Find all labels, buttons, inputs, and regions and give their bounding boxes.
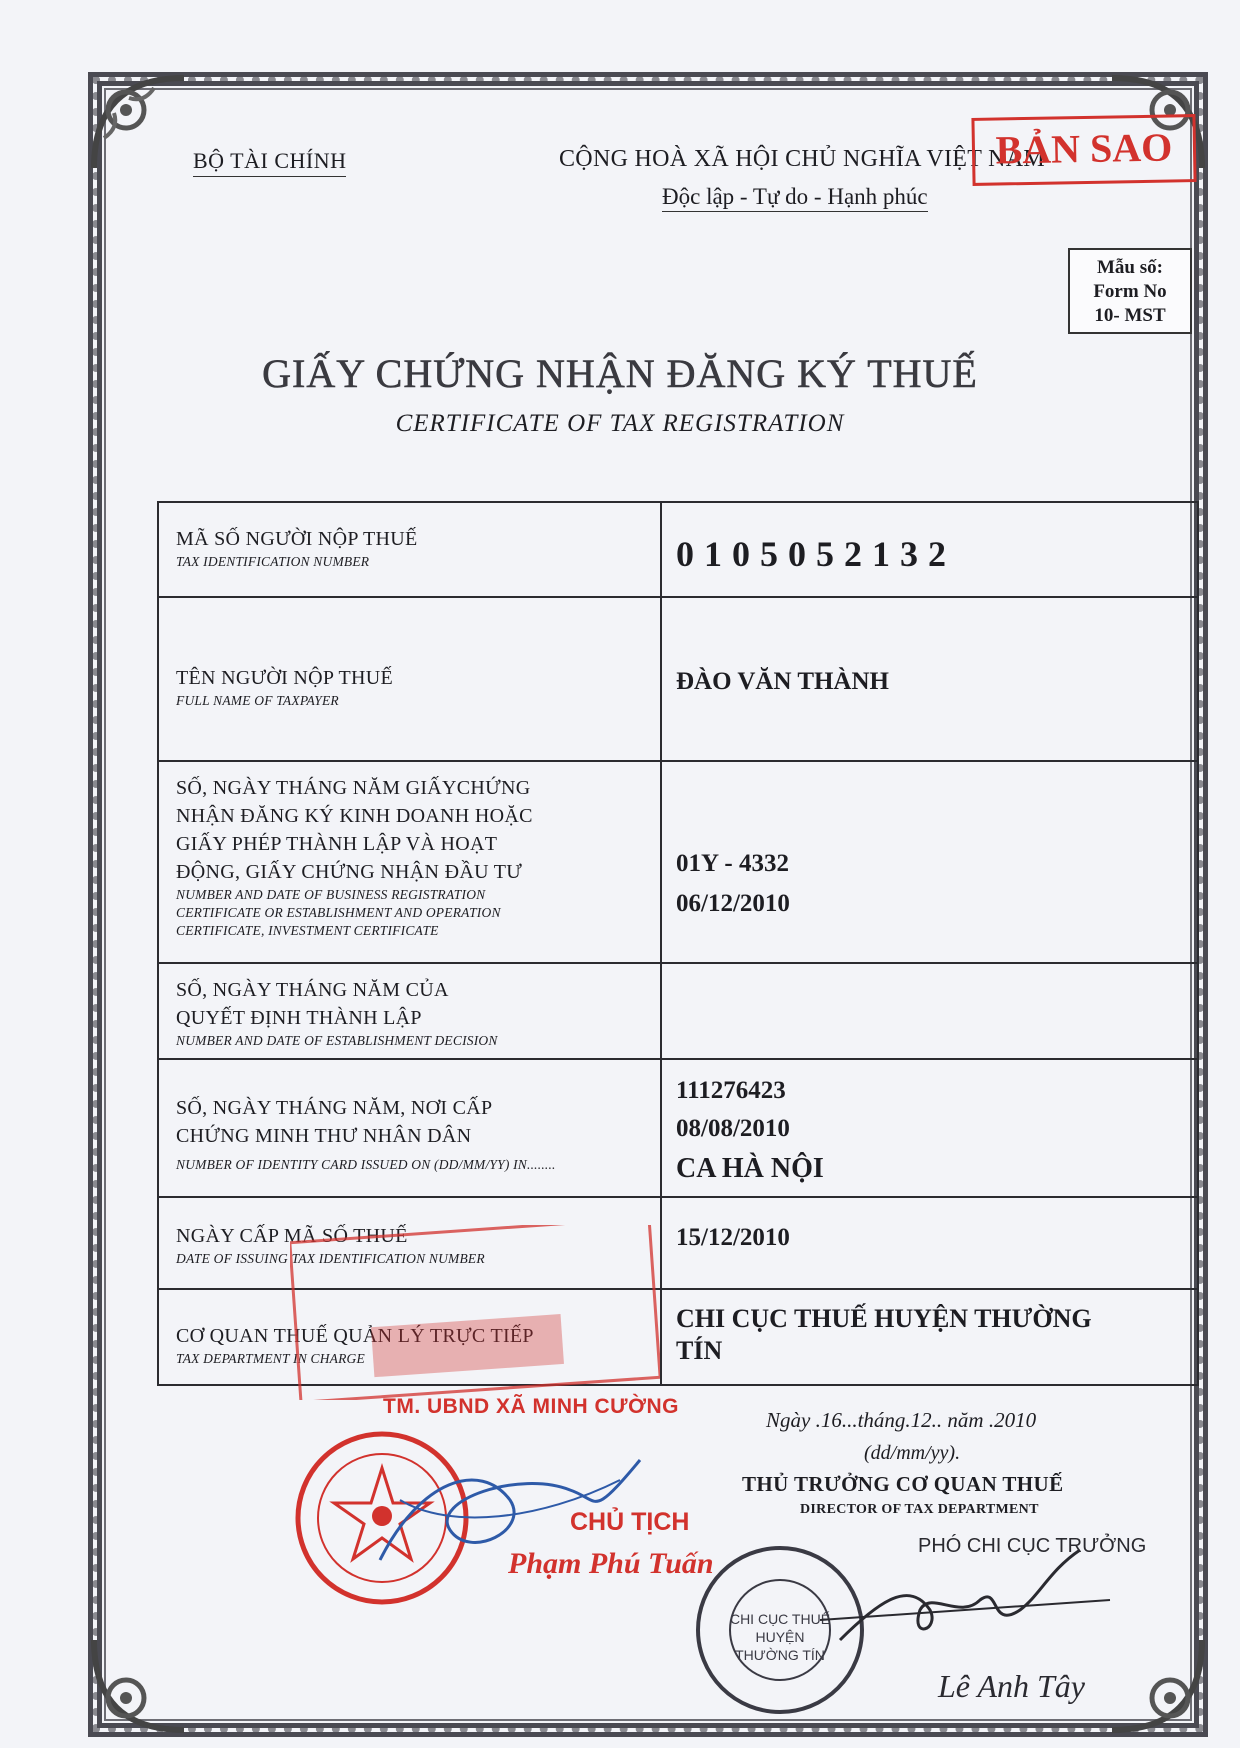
form-label: Mẫu số: — [1097, 257, 1163, 278]
tax-id-issue-date: 15/12/2010 — [676, 1224, 790, 1251]
svg-text:CHI CỤC THUẾ: CHI CỤC THUẾ — [729, 1611, 831, 1627]
form-label-en: Form No — [1093, 281, 1167, 302]
document-subtitle: CERTIFICATE OF TAX REGISTRATION — [395, 410, 845, 437]
business-cert-date: 06/12/2010 — [676, 890, 790, 917]
field-label-en: FULL NAME OF TAXPAYER — [176, 693, 339, 708]
taxpayer-name-value: ĐÀO VĂN THÀNH — [676, 668, 889, 695]
date-format: (dd/mm/yy). — [864, 1442, 961, 1464]
tax-department-value-cont: TÍN — [676, 1336, 723, 1365]
signer-name: Lê Anh Tây — [938, 1668, 1085, 1704]
table-row — [158, 963, 1198, 1059]
field-label: CHỨNG MINH THƯ NHÂN DÂN — [176, 1125, 472, 1147]
field-label: NGÀY CẤP MÃ SỐ THUẾ — [176, 1225, 408, 1247]
business-cert-number: 01Y - 4332 — [676, 850, 789, 877]
table-row — [158, 761, 1198, 963]
table-row — [158, 597, 1198, 761]
director-signature-icon — [820, 1540, 1120, 1670]
deputy-title: PHÓ CHI CỤC TRƯỞNG — [918, 1535, 1147, 1557]
certified-copy-stamp-icon — [290, 1225, 660, 1400]
field-label-en: CERTIFICATE OR ESTABLISHMENT AND OPERATION — [176, 905, 501, 920]
field-label-en: TAX IDENTIFICATION NUMBER — [176, 554, 370, 569]
field-label: NHẬN ĐĂNG KÝ KINH DOANH HOẶC — [176, 805, 533, 827]
field-label: MÃ SỐ NGƯỜI NỘP THUẾ — [176, 528, 418, 550]
field-label: GIẤY PHÉP THÀNH LẬP VÀ HOẠT — [176, 833, 498, 855]
field-label: CƠ QUAN THUẾ QUẢN LÝ TRỰC TIẾP — [176, 1325, 534, 1347]
field-label: SỐ, NGÀY THÁNG NĂM, NƠI CẤP — [176, 1097, 493, 1119]
field-label-en: NUMBER AND DATE OF ESTABLISHMENT DECISION — [176, 1033, 498, 1048]
chairman-title: CHỦ TỊCH — [570, 1508, 690, 1536]
corner-ornament-icon — [84, 68, 194, 178]
copy-stamp: BẢN SAO — [971, 114, 1196, 186]
table-row — [158, 1059, 1198, 1197]
field-label-en: NUMBER OF IDENTITY CARD ISSUED ON (DD/MM/YY) IN........ — [176, 1157, 556, 1172]
ministry-name: BỘ TÀI CHÍNH — [193, 148, 346, 177]
svg-text:HUYỆN: HUYỆN — [755, 1629, 805, 1645]
tax-id-value: 0105052132 — [676, 534, 956, 574]
document-title: GIẤY CHỨNG NHẬN ĐĂNG KÝ THUẾ — [262, 351, 978, 396]
field-label-en: CERTIFICATE, INVESTMENT CERTIFICATE — [176, 923, 439, 938]
field-label: ĐỘNG, GIẤY CHỨNG NHẬN ĐẦU TƯ — [176, 861, 523, 883]
field-label: SỐ, NGÀY THÁNG NĂM CỦA — [176, 979, 449, 1001]
tax-department-value: CHI CỤC THUẾ HUYỆN THƯỜNG — [676, 1304, 1092, 1333]
field-label: TÊN NGƯỜI NỘP THUẾ — [176, 667, 394, 689]
chairman-name: Phạm Phú Tuấn — [508, 1547, 714, 1580]
svg-text:THƯỜNG TÍN: THƯỜNG TÍN — [735, 1647, 825, 1663]
form-number: 10- MST — [1094, 305, 1166, 326]
id-card-number: 111276423 — [676, 1077, 786, 1104]
field-label-en: NUMBER AND DATE OF BUSINESS REGISTRATION — [176, 887, 486, 902]
field-label-en: DATE OF ISSUING TAX IDENTIFICATION NUMBER — [176, 1251, 485, 1266]
corner-ornament-icon — [84, 1630, 194, 1740]
id-card-date: 08/08/2010 — [676, 1115, 790, 1142]
director-title: THỦ TRƯỞNG CƠ QUAN THUẾ — [742, 1472, 1064, 1496]
field-label: SỐ, NGÀY THÁNG NĂM GIẤYCHỨNG — [176, 777, 531, 799]
director-title-en: DIRECTOR OF TAX DEPARTMENT — [800, 1502, 1039, 1517]
field-label-en: TAX DEPARTMENT IN CHARGE — [176, 1351, 365, 1366]
country-name: CỘNG HOÀ XÃ HỘI CHỦ NGHĨA VIỆT NAM — [559, 146, 1045, 172]
form-number-box — [1068, 248, 1192, 334]
issue-date-line: Ngày .16...tháng.12.. năm .2010 — [766, 1408, 1037, 1432]
committee-stamp-text: TM. UBND XÃ MINH CƯỜNG — [383, 1395, 679, 1418]
id-card-place: CA HÀ NỘI — [676, 1153, 824, 1184]
table-row — [158, 502, 1198, 597]
national-motto: Độc lập - Tự do - Hạnh phúc — [662, 184, 928, 212]
field-label: QUYẾT ĐỊNH THÀNH LẬP — [176, 1007, 422, 1029]
